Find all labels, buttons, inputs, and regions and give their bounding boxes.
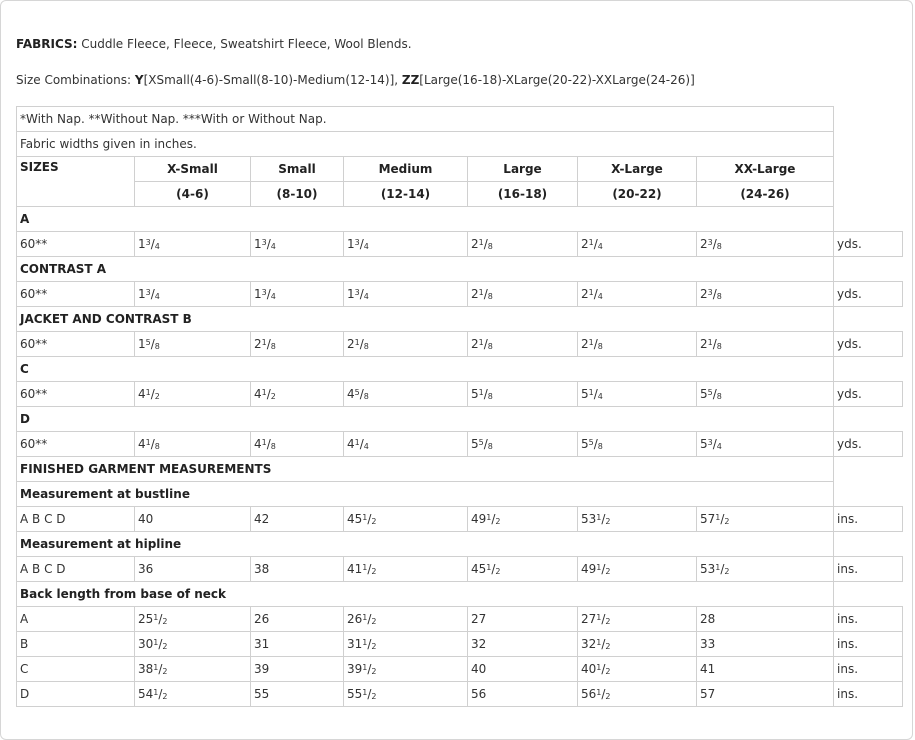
fabrics-text: Cuddle Fleece, Fleece, Sweatshirt Fleece, Wool Blends. [77,37,412,51]
value-cell: $4^1/_8$ [251,432,344,457]
value-cell: 57 [697,682,834,707]
fabrics-label: FABRICS: [16,37,78,51]
value-cell: $4^5/_8$ [344,382,468,407]
row-label: A [17,607,135,632]
value-cell: $4^1/_4$ [344,432,468,457]
value-cell: 38 [251,557,344,582]
value-cell: $26^1/_2$ [344,607,468,632]
row-label: B [17,632,135,657]
value-cell: $2^3/_8$ [697,282,834,307]
value-cell: $25^1/_2$ [135,607,251,632]
size-name-header: Small [251,157,344,182]
table-row [17,557,903,582]
size-range-header: (4-6) [135,182,251,207]
section-heading: A [17,207,834,232]
value-cell: $32^1/_2$ [578,632,697,657]
section-row [17,257,903,282]
unit-cell: ins. [834,607,903,632]
size-zz-code: ZZ [401,73,420,87]
subsection-heading: Measurement at hipline [17,532,834,557]
size-name-header: X-Large [578,157,697,182]
table-row [17,282,903,307]
value-cell: $57^1/_2$ [697,507,834,532]
size-name-header: X-Small [135,157,251,182]
value-cell: $5^1/_8$ [468,382,578,407]
row-label: D [17,682,135,707]
value-cell: $5^3/_4$ [697,432,834,457]
value-cell: 55 [251,682,344,707]
unit-cell: yds. [834,232,903,257]
size-combinations-line [16,73,695,87]
row-label: 60** [17,232,135,257]
table-row [17,332,903,357]
section-heading: FINISHED GARMENT MEASUREMENTS [17,457,834,482]
value-cell: $53^1/_2$ [697,557,834,582]
value-cell: $1^3/_4$ [344,232,468,257]
value-cell: $2^1/_8$ [251,332,344,357]
subsection-heading: Measurement at bustline [17,482,834,507]
value-cell: $5^5/_8$ [697,382,834,407]
value-cell: $2^1/_8$ [697,332,834,357]
value-cell: $40^1/_2$ [578,657,697,682]
width-note: Fabric widths given in inches. [17,132,834,157]
value-cell: $2^3/_8$ [697,232,834,257]
value-cell: $2^1/_8$ [468,232,578,257]
value-cell: $55^1/_2$ [344,682,468,707]
row-label: A B C D [17,507,135,532]
row-label: 60** [17,282,135,307]
row-label: 60** [17,382,135,407]
value-cell: 40 [468,657,578,682]
value-cell: $5^5/_8$ [468,432,578,457]
section-row [17,532,903,557]
value-cell: $53^1/_2$ [578,507,697,532]
value-cell: $4^1/_2$ [251,382,344,407]
value-cell: $1^3/_4$ [135,232,251,257]
value-cell: $38^1/_2$ [135,657,251,682]
section-heading: CONTRAST A [17,257,834,282]
value-cell: $2^1/_8$ [468,282,578,307]
value-cell: $45^1/_2$ [344,507,468,532]
value-cell: $31^1/_2$ [344,632,468,657]
size-name-header: Large [468,157,578,182]
unit-cell: ins. [834,682,903,707]
section-row [17,457,903,482]
value-cell: $5^1/_4$ [578,382,697,407]
row-label: 60** [17,432,135,457]
size-name-header: Medium [344,157,468,182]
size-y-ranges: [XSmall(4-6)-Small(8-10)-Medium(12-14)], [143,73,402,87]
value-cell: $49^1/_2$ [468,507,578,532]
value-cell: 56 [468,682,578,707]
value-cell: $2^1/_4$ [578,282,697,307]
unit-cell: ins. [834,557,903,582]
size-range-header: (20-22) [578,182,697,207]
value-cell: 33 [697,632,834,657]
size-range-header: (8-10) [251,182,344,207]
section-row [17,357,903,382]
value-cell: $30^1/_2$ [135,632,251,657]
value-cell: 36 [135,557,251,582]
size-range-header: (12-14) [344,182,468,207]
fabrics-line [16,37,412,51]
subsection-heading: Back length from base of neck [17,582,834,607]
unit-cell: yds. [834,282,903,307]
row-label: A B C D [17,557,135,582]
value-cell: 26 [251,607,344,632]
value-cell: $45^1/_2$ [468,557,578,582]
section-row [17,307,903,332]
table-row [17,657,903,682]
row-label: 60** [17,332,135,357]
section-row [17,407,903,432]
section-heading: C [17,357,834,382]
size-range-header: (24-26) [697,182,834,207]
value-cell: $2^1/_8$ [468,332,578,357]
value-cell: $1^3/_4$ [251,282,344,307]
value-cell: $39^1/_2$ [344,657,468,682]
nap-note: *With Nap. **Without Nap. ***With or Without Nap. [17,107,834,132]
value-cell: $2^1/_8$ [578,332,697,357]
value-cell: $5^5/_8$ [578,432,697,457]
size-range-header: (16-18) [468,182,578,207]
section-row [17,482,903,507]
size-name-header: XX-Large [697,157,834,182]
size-combinations-label: Size Combinations: [16,73,135,87]
row-label: C [17,657,135,682]
section-row [17,582,903,607]
value-cell: $2^1/_8$ [344,332,468,357]
value-cell: 40 [135,507,251,532]
value-cell: $1^3/_4$ [251,232,344,257]
table-row [17,432,903,457]
value-cell: 32 [468,632,578,657]
value-cell: $1^3/_4$ [135,282,251,307]
table-row [17,232,903,257]
section-row [17,207,903,232]
value-cell: $1^5/_8$ [135,332,251,357]
table-row [17,507,903,532]
value-cell: $54^1/_2$ [135,682,251,707]
size-zz-ranges: [Large(16-18)-XLarge(20-22)-XXLarge(24-26)] [419,73,695,87]
unit-cell: yds. [834,332,903,357]
value-cell: 28 [697,607,834,632]
unit-cell: ins. [834,507,903,532]
unit-cell: yds. [834,432,903,457]
table-row [17,382,903,407]
size-y-code: Y [134,73,144,87]
value-cell: 31 [251,632,344,657]
table-row [17,682,903,707]
unit-cell: yds. [834,382,903,407]
value-cell: $2^1/_4$ [578,232,697,257]
value-cell: $4^1/_8$ [135,432,251,457]
value-cell: 41 [697,657,834,682]
value-cell: $1^3/_4$ [344,282,468,307]
section-heading: D [17,407,834,432]
value-cell: 42 [251,507,344,532]
table-row [17,632,903,657]
value-cell: $49^1/_2$ [578,557,697,582]
value-cell: $41^1/_2$ [344,557,468,582]
value-cell: 27 [468,607,578,632]
value-cell: $27^1/_2$ [578,607,697,632]
value-cell: 39 [251,657,344,682]
table-row [17,607,903,632]
value-cell: $4^1/_2$ [135,382,251,407]
unit-cell: ins. [834,657,903,682]
sizes-header: SIZES [17,157,135,207]
yardage-table [16,106,903,707]
section-heading: JACKET AND CONTRAST B [17,307,834,332]
value-cell: $56^1/_2$ [578,682,697,707]
unit-cell: ins. [834,632,903,657]
